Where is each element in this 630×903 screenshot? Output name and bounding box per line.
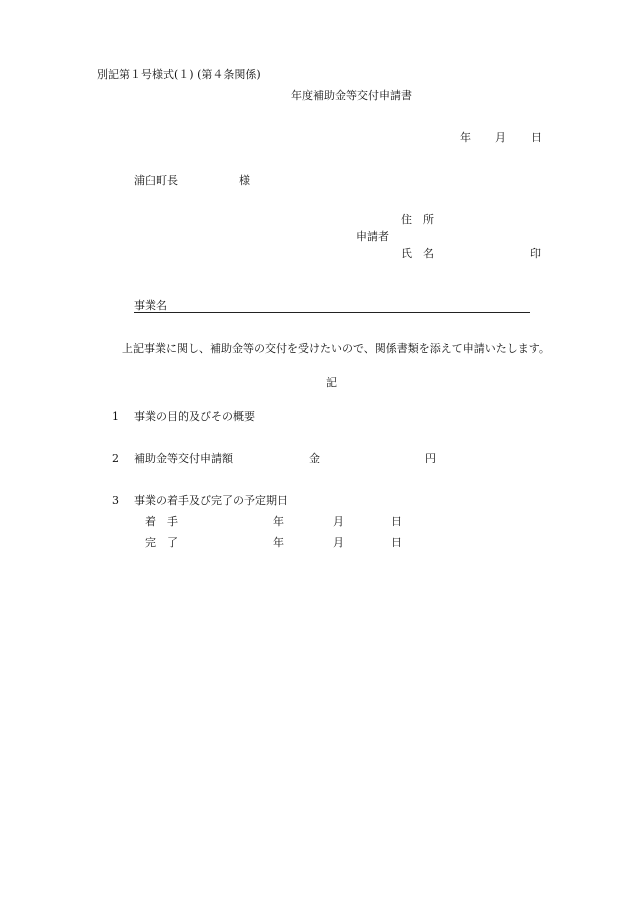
schedule-end-label: 完 了 (145, 536, 178, 549)
date-day-label: 日 (531, 131, 542, 144)
body-statement: 上記事業に関し、補助金等の交付を受けたいので、関係書類を添えて申請いたします。 (122, 342, 550, 355)
schedule-end-year: 年 (273, 536, 284, 549)
item-text: 事業の目的及びその概要 (134, 410, 255, 423)
item-number: 2 (112, 452, 119, 465)
addressee-name: 浦臼町長 (134, 174, 178, 187)
date-month-label: 月 (495, 131, 506, 144)
applicant-label: 申請者 (356, 230, 389, 243)
ki-heading: 記 (326, 376, 337, 389)
schedule-start-month: 月 (333, 515, 344, 528)
addressee-honorific: 様 (239, 174, 250, 187)
schedule-end-day: 日 (391, 536, 402, 549)
address-label: 住 所 (401, 213, 434, 226)
amount-unit: 円 (425, 452, 436, 465)
date-year-label: 年 (460, 131, 471, 144)
schedule-end-month: 月 (333, 536, 344, 549)
project-name-label: 事業名 (134, 299, 167, 312)
item-number: 3 (112, 494, 119, 507)
project-name-underline (134, 312, 530, 313)
schedule-start-label: 着 手 (145, 515, 178, 528)
seal-mark: 印 (530, 247, 541, 260)
schedule-start-day: 日 (391, 515, 402, 528)
form-reference: 別記第１号様式(１) (第４条関係) (97, 68, 261, 81)
item-number: 1 (112, 410, 119, 423)
amount-prefix: 金 (309, 452, 320, 465)
form-title: 年度補助金等交付申請書 (291, 89, 412, 102)
item-text: 事業の着手及び完了の予定期日 (134, 494, 288, 507)
schedule-start-year: 年 (273, 515, 284, 528)
name-label: 氏 名 (401, 247, 434, 260)
item-text: 補助金等交付申請額 (134, 452, 233, 465)
